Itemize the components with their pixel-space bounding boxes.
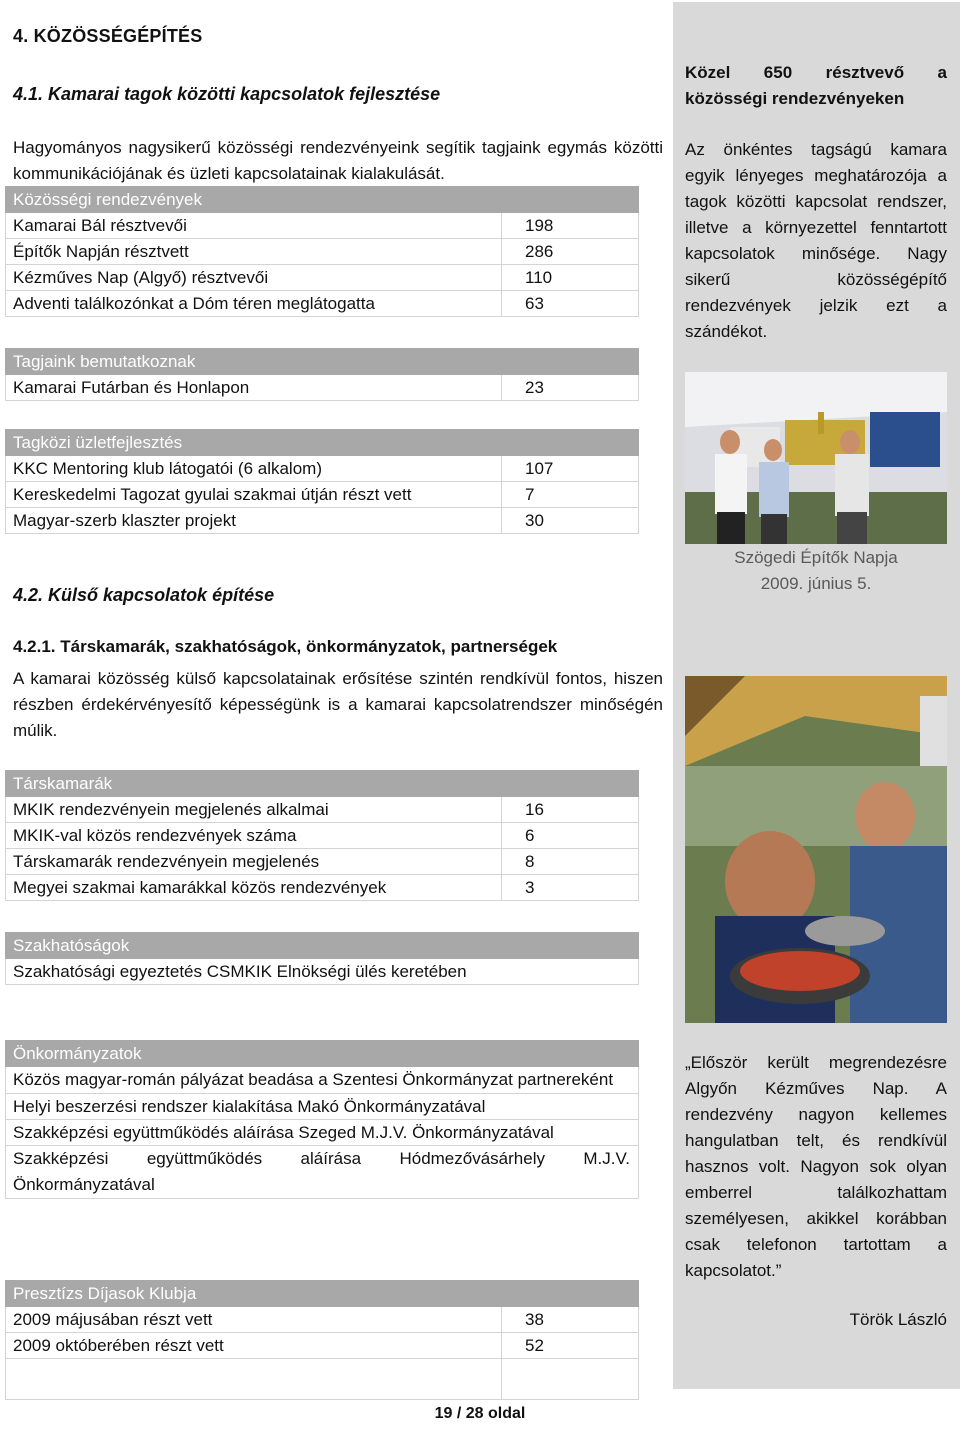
builders-day-photo (685, 372, 947, 544)
table-row: Kézműves Nap (Algyő) résztvevői 110 (6, 265, 639, 291)
testimonial-author: Török László (849, 1310, 947, 1329)
table-row: Építők Napján résztvett 286 (6, 239, 639, 265)
crafts-day-photo (685, 676, 947, 1023)
table-row: Kamarai Futárban és Honlapon 23 (6, 375, 639, 401)
table-header: Önkormányzatok (6, 1041, 639, 1067)
partner-chambers-table (5, 770, 639, 901)
sidebar-paragraph: Az önkéntes tagságú kamara egyik lényeges meghatározója a tagok közötti kapcsolat rendszer, illetve a környezettel fenntartott kapcsolatok minősége. Nagy sikerű közösségépítő rendezvények jelzik ezt a szándékot. (685, 140, 947, 341)
section-4-2-1-title: 4.2.1. Társkamarák, szakhatóságok, önkormányzatok, partnerségek (13, 637, 558, 656)
table-header: Társkamarák (6, 771, 639, 797)
table-row (6, 1359, 639, 1400)
table-row: 2009 májusában részt vett 38 (6, 1307, 639, 1333)
intro-paragraph: Hagyományos nagysikerű közösségi rendezvényeink segítik tagjaink egymás közötti kommunikációjának és üzleti kapcsolatainak kialakulását. (13, 138, 663, 183)
photo-caption-title: Szögedi Építők Napja (734, 548, 898, 567)
table-row: Szakképzési együttműködés aláírása Szeged M.J.V. Önkormányzatával (6, 1120, 639, 1146)
table-header: Tagjaink bemutatkoznak (6, 349, 639, 375)
table-row: 2009 októberében részt vett 52 (6, 1333, 639, 1359)
page-number: 19 / 28 oldal (434, 1405, 526, 1422)
section-4-1-title: 4.1. Kamarai tagok közötti kapcsolatok fejlesztése (13, 84, 441, 104)
table-row: Kamarai Bál résztvevői 198 (6, 213, 639, 239)
builders-day-photo-image (685, 372, 947, 544)
section-4-2-title: 4.2. Külső kapcsolatok építése (13, 585, 275, 605)
table-row: Közös magyar-román pályázat beadása a Szentesi Önkormányzat partnereként (6, 1067, 639, 1094)
table-header: Presztízs Díjasok Klubja (6, 1281, 639, 1307)
table-row: MKIK-val közös rendezvények száma 6 (6, 823, 639, 849)
table-row: Helyi beszerzési rendszer kialakítása Makó Önkormányzatával (6, 1094, 639, 1120)
prestige-club-table (5, 1280, 639, 1400)
table-header: Közösségi rendezvények (6, 187, 639, 213)
table-row: Kereskedelmi Tagozat gyulai szakmai útján részt vett 7 (6, 482, 639, 508)
members-introduce-table (5, 348, 639, 401)
table-row: MKIK rendezvényein megjelenés alkalmai 16 (6, 797, 639, 823)
table-row: Társkamarák rendezvényein megjelenés 8 (6, 849, 639, 875)
community-events-table (5, 186, 639, 317)
table-header: Szakhatóságok (6, 933, 639, 959)
table-row: Megyei szakmai kamarákkal közös rendezvények 3 (6, 875, 639, 901)
photo-caption-date: 2009. június 5. (760, 574, 872, 593)
table-header: Tagközi üzletfejlesztés (6, 430, 639, 456)
table-row: KKC Mentoring klub látogatói (6 alkalom) 107 (6, 456, 639, 482)
page-heading: 4. KÖZÖSSÉGÉPÍTÉS (13, 26, 203, 46)
table-row: Szakhatósági egyeztetés CSMKIK Elnökségi ülés keretében (6, 959, 639, 985)
external-relations-paragraph: A kamarai közösség külső kapcsolatainak erősítése szintén rendkívül fontos, hiszen részben érdekérvényesítő képességünk is a kamarai kapcsolatrendszer minőségén múlik. (13, 669, 663, 740)
testimonial-quote: „Először került megrendezésre Algyőn Kézműves Nap. A rendezvény nagyon kellemes hangulatban telt, és rendkívül hasznos volt. Nagyon sok olyan emberrel találkozhattam személyesen, akikkel korábban csak telefonon tartottam a kapcsolatot.” (685, 1053, 947, 1280)
table-row: Magyar-szerb klaszter projekt 30 (6, 508, 639, 534)
sidebar-heading: Közel 650 résztvevő a közösségi rendezvényeken (685, 63, 947, 108)
business-development-table (5, 429, 639, 534)
table-row: Adventi találkozónkat a Dóm téren meglátogatta 63 (6, 291, 639, 317)
table-row: Szakképzési együttműködés aláírása Hódmezővásárhely M.J.V. Önkormányzatával (6, 1146, 639, 1199)
authorities-table (5, 932, 639, 985)
crafts-day-photo-image (685, 676, 947, 1023)
municipalities-table (5, 1040, 639, 1199)
